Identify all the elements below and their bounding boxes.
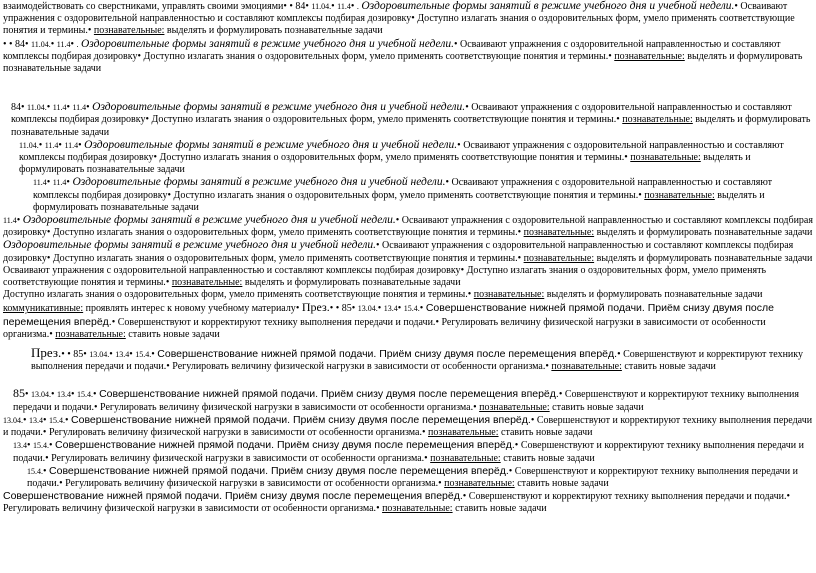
- text-line: 11.4• 11.4• Оздоровительные формы занятий в режиме учебного дня и учебной недели.• Осваивают упражнения с оздоровительной направленностью и составляют комплексы подбирая дозировку• Доступно излагать знания о оздоровительных форм, умело применять соответствующие понятия и термины.• познавательные: выделять и формулировать познавательные задачи: [33, 176, 773, 213]
- text-line: 11.4• Оздоровительные формы занятий в режиме учебного дня и учебной недели.• Осваивают упражнения с оздоровительной направленностью и составляют комплексы подбирая дозировку• Доступно излагать знания о оздоровительных форм, умело применять соответствующие понятия и термины.• познавательные: выделять и формулировать познавательные задачи: [3, 214, 813, 239]
- text-line: 15.4.• Совершенствование нижней прямой подачи. Приём снизу двумя после перемещения вперёд.• Совершенствуют и корректируют технику выполнения передачи и подачи.• Регулировать величину физической нагрузки в зависимости от особенности организма.• познавательные: ставить новые задачи: [27, 464, 798, 489]
- text-line: Совершенствование нижней прямой подачи. Приём снизу двумя после перемещения вперёд.• Совершенствуют и корректируют технику выполнения передачи и подачи.• Регулировать величину физической нагрузки в зависимости от особенности организма.• познавательные: ставить новые задачи: [3, 490, 790, 515]
- spacer: [3, 373, 813, 387]
- spacer: [3, 75, 813, 101]
- text-line: 13.4• 15.4.• Совершенствование нижней прямой подачи. Приём снизу двумя после перемещения вперёд.• Совершенствуют и корректируют технику выполнения передачи и подачи.• Регулировать величину физической нагрузки в зависимости от особенности организма.• познавательные: ставить новые задачи: [13, 439, 804, 464]
- text-line: взаимодействовать со сверстниками, управлять своими эмоциями• • 84• 11.04.• 11.4• . Оздоровительные формы занятий в режиме учебного дня и учебной недели.• Осваивают упражнения с оздоровительной направленностью и составляют комплексы подбирая дозировку• Доступно излагать знания о оздоровительных форм, умело применять соответствующие понятия и термины.• познавательные: выделять и формулировать познавательные задачи: [3, 0, 795, 37]
- text-line: През.• • 85• 13.04.• 13.4• 15.4.• Совершенствование нижней прямой подачи. Приём снизу двумя после перемещения вперёд.• Совершенствуют и корректируют технику выполнения передачи и подачи.• Регулировать величину физической нагрузки в зависимости от особенности организма.• познавательные: ставить новые задачи: [31, 345, 803, 373]
- text-line: • • 84• 11.04.• 11.4• . Оздоровительные формы занятий в режиме учебного дня и учебной недели.• Осваивают упражнения с оздоровительной направленностью и составляют комплексы подбирая дозировку• Доступно излагать знания о оздоровительных форм, умело применять соответствующие понятия и термины.• познавательные: выделять и формулировать познавательные задачи: [3, 37, 803, 75]
- text-line: Доступно излагать знания о оздоровительных форм, умело применять соответствующие понятия и термины.• познавательные: выделять и формулировать познавательные задачи: [3, 289, 763, 301]
- text-line: коммуникативные: проявлять интерес к новому учебному материалу• През.• • 85• 13.04.• 13.4• 15.4.• Совершенствование нижней прямой подачи. Приём снизу двумя после перемещения вперёд.• Совершенствуют и корректируют технику выполнения передачи и подачи.• Регулировать величину физической нагрузки в зависимости от особенности организма.• познавательные: ставить новые задачи: [3, 300, 774, 340]
- text-line: Оздоровительные формы занятий в режиме учебного дня и учебной недели.• Осваивают упражнения с оздоровительной направленностью и составляют комплексы подбирая дозировку• Доступно излагать знания о оздоровительных форм, умело применять соответствующие понятия и термины.• познавательные: выделять и формулировать познавательные задачи: [3, 239, 813, 264]
- text-line: 11.04.• 11.4• 11.4• Оздоровительные формы занятий в режиме учебного дня и учебной недели.• Осваивают упражнения с оздоровительной направленностью и составляют комплексы подбирая дозировку• Доступно излагать знания о оздоровительных форм, умело применять соответствующие понятия и термины.• познавательные: выделять и формулировать познавательные задачи: [19, 138, 784, 176]
- text-line: 85• 13.04.• 13.4• 15.4.• Совершенствование нижней прямой подачи. Приём снизу двумя после перемещения вперёд.• Совершенствуют и корректируют технику выполнения передачи и подачи.• Регулировать величину физической нагрузки в зависимости от особенности организма.• познавательные: ставить новые задачи: [13, 386, 800, 413]
- text-line: 84• 11.04.• 11.4• 11.4• Оздоровительные формы занятий в режиме учебного дня и учебной недели.• Осваивают упражнения с оздоровительной направленностью и составляют комплексы подбирая дозировку• Доступно излагать знания о оздоровительных форм, умело применять соответствующие понятия и термины.• познавательные: выделять и формулировать познавательные задачи: [11, 101, 811, 138]
- text-line: Осваивают упражнения с оздоровительной направленностью и составляют комплексы подбирая дозировку• Доступно излагать знания о оздоровительных форм, умело применять соответствующие понятия и термины.• познавательные: выделять и формулировать познавательные задачи: [3, 264, 767, 289]
- text-line: 13.04.• 13.4• 15.4.• Совершенствование нижней прямой подачи. Приём снизу двумя после перемещения вперёд.• Совершенствуют и корректируют технику выполнения передачи и подачи.• Регулировать величину физической нагрузки в зависимости от особенности организма.• познавательные: ставить новые задачи: [3, 413, 813, 439]
